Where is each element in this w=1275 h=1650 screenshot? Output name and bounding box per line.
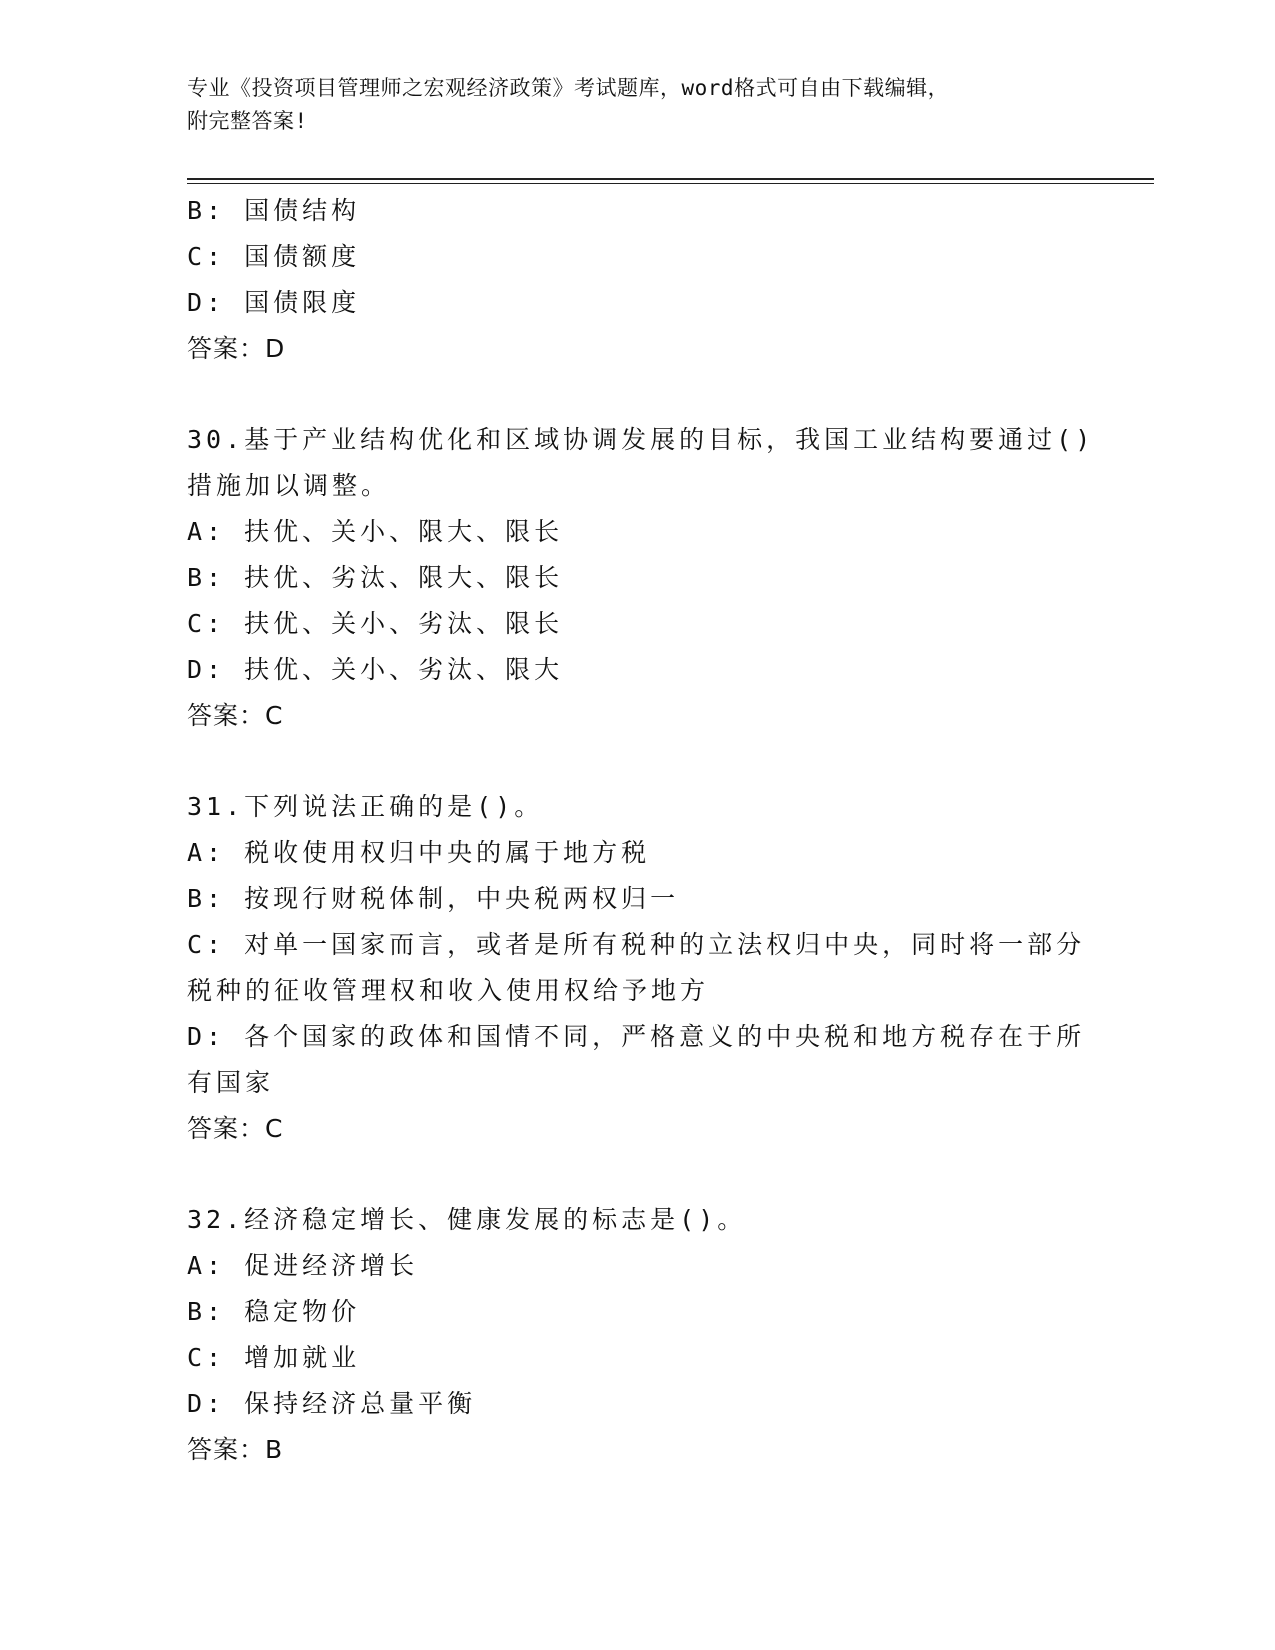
option-b: B: 国债结构 bbox=[187, 196, 361, 225]
question-list bbox=[187, 188, 1095, 1473]
option-d: D: 扶优、关小、劣汰、限大 bbox=[187, 655, 564, 684]
answer-line: 答案：C bbox=[187, 701, 284, 730]
question-stem: 32.经济稳定增长、健康发展的标志是()。 bbox=[187, 1205, 747, 1234]
answer-line: 答案：C bbox=[187, 1114, 284, 1143]
option-c: C: 增加就业 bbox=[187, 1343, 361, 1372]
question-29 bbox=[187, 188, 1087, 372]
option-b: B: 稳定物价 bbox=[187, 1297, 361, 1326]
option-b: B: 扶优、劣汰、限大、限长 bbox=[187, 563, 564, 592]
question-31 bbox=[187, 784, 1087, 1152]
option-d: D: 各个国家的政体和国情不同，严格意义的中央税和地方税存在于所 bbox=[187, 1022, 1086, 1051]
question-spacer bbox=[187, 1152, 1087, 1197]
option-a: A: 税收使用权归中央的属于地方税 bbox=[187, 838, 651, 867]
question-stem: 30.基于产业结构优化和区域协调发展的目标，我国工业结构要通过() bbox=[187, 425, 1095, 454]
header-divider-thick bbox=[187, 178, 1154, 180]
option-c-continued: 税种的征收管理权和收入使用权给予地方 bbox=[187, 976, 710, 1005]
document-header bbox=[187, 72, 1067, 138]
option-b: B: 按现行财税体制，中央税两权归一 bbox=[187, 884, 680, 913]
header-divider-thin bbox=[187, 183, 1154, 184]
question-stem: 31.下列说法正确的是()。 bbox=[187, 792, 544, 821]
option-a: A: 扶优、关小、限大、限长 bbox=[187, 517, 564, 546]
option-d: D: 国债限度 bbox=[187, 288, 361, 317]
header-line-2: 附完整答案! bbox=[187, 109, 308, 133]
question-32 bbox=[187, 1197, 1087, 1473]
question-stem-continued: 措施加以调整。 bbox=[187, 471, 391, 500]
question-spacer bbox=[187, 739, 1087, 784]
question-30 bbox=[187, 417, 1095, 739]
option-a: A: 促进经济增长 bbox=[187, 1251, 419, 1280]
answer-line: 答案：D bbox=[187, 334, 286, 363]
answer-line: 答案：B bbox=[187, 1435, 284, 1464]
option-c: C: 扶优、关小、劣汰、限长 bbox=[187, 609, 564, 638]
option-d: D: 保持经济总量平衡 bbox=[187, 1389, 477, 1418]
option-d-continued: 有国家 bbox=[187, 1068, 275, 1097]
header-line-1: 专业《投资项目管理师之宏观经济政策》考试题库，word格式可自由下载编辑， bbox=[187, 76, 950, 100]
option-c: C: 国债额度 bbox=[187, 242, 361, 271]
question-spacer bbox=[187, 372, 1087, 417]
option-c: C: 对单一国家而言，或者是所有税种的立法权归中央，同时将一部分 bbox=[187, 930, 1086, 959]
